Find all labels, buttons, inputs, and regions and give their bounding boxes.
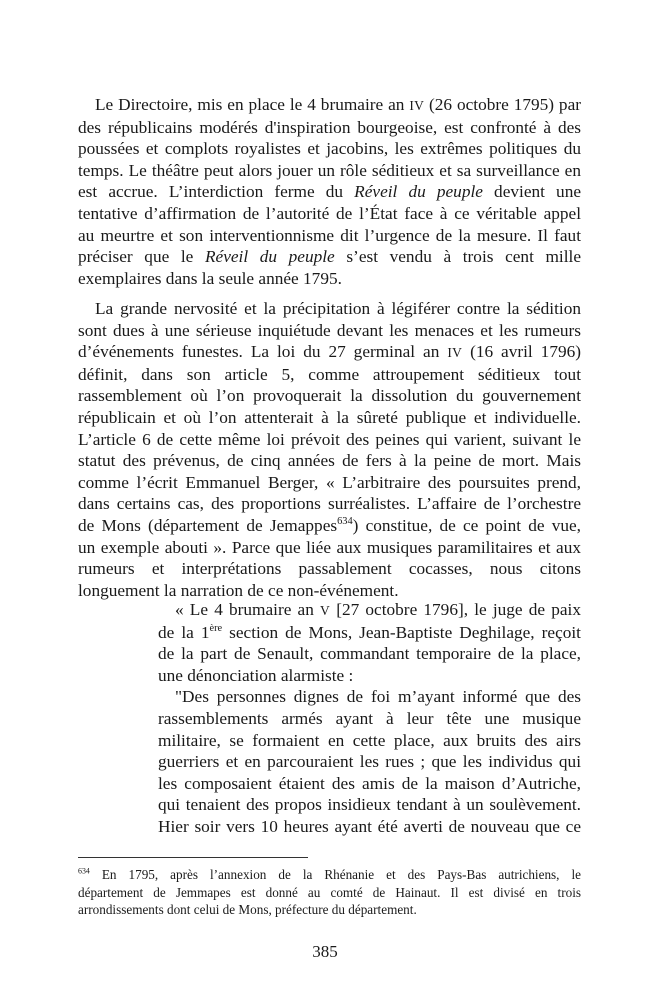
text-line: préciser que le Réveil du peuple s’est vendu à trois cent mille (78, 247, 582, 267)
text-line: tentative d’affirmation de l’autorité de l’État face à ce véritable appel (78, 203, 581, 223)
footnote-line: arrondissements dont celui de Mons, préfecture du département. (78, 902, 417, 918)
text-line: de la part de Senault, commandant temporaire de la place, (158, 644, 581, 664)
text-line: de Mons (département de Jemappes$^{634}$) constitue, de ce point de vue, (78, 515, 581, 535)
text-line: longuement la narration de ce non-événement. (78, 580, 399, 600)
text-line: guerriers et en parcouraient les rues ; que les individus qui (158, 752, 581, 772)
text-line: au meurtre et son interventionnisme dit l’urgence de la mesure. Il faut (78, 225, 581, 245)
text-line: rassemblement où l’on provoquerait la dissolution du gouvernement (78, 386, 581, 406)
footnote-separator (78, 857, 308, 858)
text-line: "Des personnes dignes de foi m’ayant informé que des (175, 687, 581, 707)
text-line: dans certains cas, des proportions surréalistes. L’affaire de l’orchestre (78, 494, 581, 514)
text-line: temps. Le théâtre peut alors jouer un rôle séditieux et sa surveillance en (78, 160, 581, 180)
footnote (78, 866, 581, 919)
text-line: une dénonciation alarmiste : (158, 665, 354, 685)
text-line: un exemple abouti ». Parce que liée aux musiques paramilitaires et aux (78, 537, 581, 557)
footnote-line: $^{634}$ En 1795, après l’annexion de la Rhénanie et des Pays-Bas autrichiens, le (78, 866, 581, 882)
text-line: La grande nervosité et la précipitation à légiférer contre la sédition (95, 299, 581, 318)
text-line: des républicains modérés d'inspiration bourgeoise, est confronté à des (78, 117, 581, 137)
text-line: statut des prévenus, de cinq années de fers à la peine de mort. Mais (78, 451, 581, 471)
text-line: poussées et complots royalistes et jacobins, les extrêmes politiques du (78, 139, 581, 159)
paragraph-2 (78, 298, 581, 601)
text-line: républicain et où l’on attenterait à la sûreté publique et individuelle. (78, 407, 581, 427)
text-line: définit, dans son article 5, comme attroupement séditieux tout (78, 364, 581, 384)
text-line: sont dues à une sérieuse inquiétude devant les menaces et les rumeurs (78, 320, 581, 340)
text-line: militaire, se formaient en cette place, aux bruits des airs (158, 730, 581, 750)
text-line: Hier soir vers 10 heures ayant été averti de nouveau que ce (158, 816, 581, 836)
text-line: comme l’écrit Emmanuel Berger, « L’arbitraire des poursuites prend, (78, 472, 581, 492)
paragraph-1 (78, 94, 581, 289)
text-line: est accrue. L’interdiction ferme du Réveil du peuple devient une (78, 182, 581, 202)
block-quote (158, 599, 581, 838)
page-number: 385 (312, 942, 338, 961)
text-line: L’article 6 de cette même loi prévoit des peines qui varient, suivant le (78, 429, 581, 449)
text-line: « Le 4 brumaire an V [27 octobre 1796], le juge de paix (175, 600, 581, 619)
text-line: d’événements funestes. La loi du 27 germinal an IV (16 avril 1796) (78, 342, 581, 362)
text-line: rumeurs et interprétations passablement cocasses, nous citons (78, 559, 581, 579)
text-line: Le Directoire, mis en place le 4 brumaire an IV (26 octobre 1795) par (95, 95, 581, 114)
text-line: qui tenaient des propos insidieux tendant à un soulèvement. (158, 795, 581, 815)
footnote-line: département de Jemmapes est donné au comté de Hainaut. Il est divisé en trois (78, 884, 581, 900)
text-line: les composaient étaient des amis de la maison d’Autriche, (158, 773, 581, 793)
text-line: rassemblements armés ayant à leur tête une musique (158, 708, 581, 728)
text-line: de la 1ère section de Mons, Jean-Baptiste Deghilage, reçoit (158, 622, 581, 642)
text-line: exemplaires dans la seule année 1795. (78, 268, 342, 288)
